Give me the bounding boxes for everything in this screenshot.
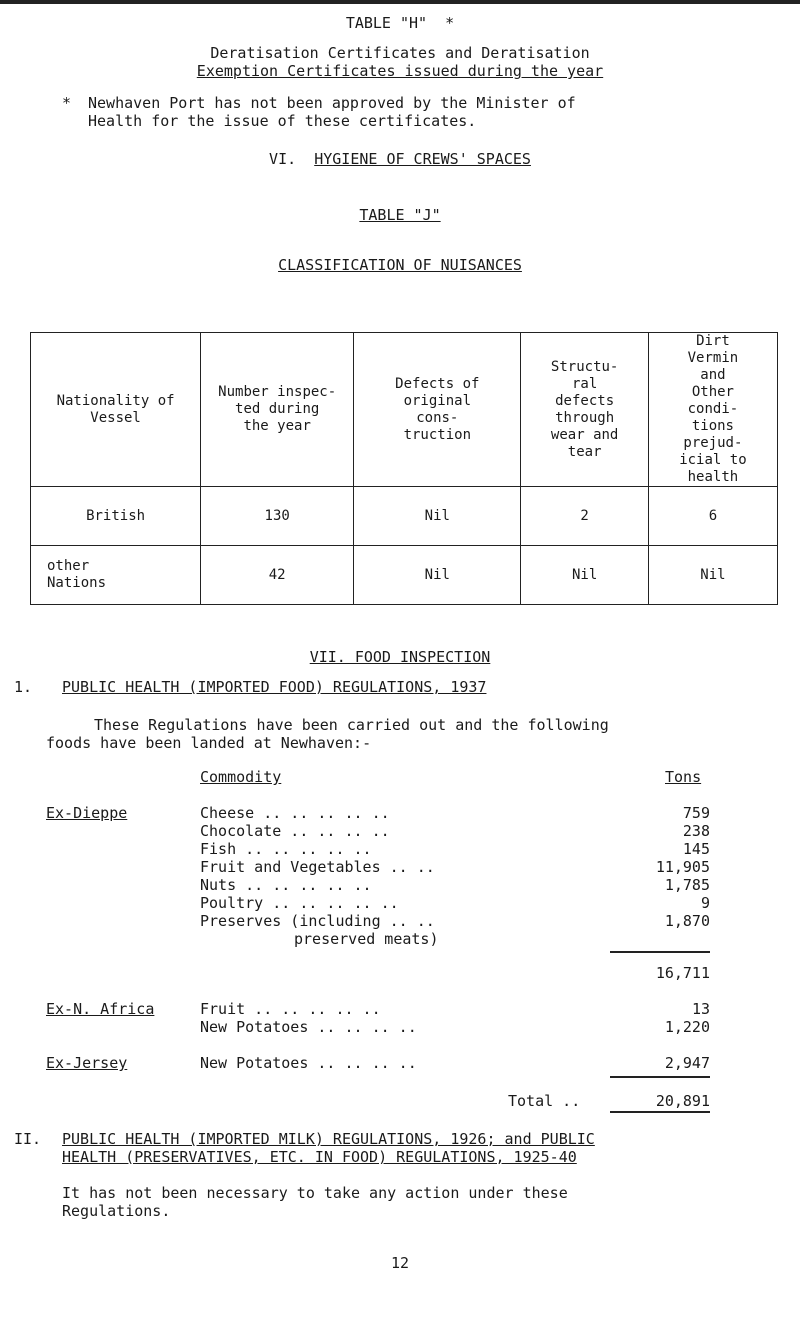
item2-number: II. (14, 1130, 42, 1148)
commodity-item: Chocolate .. .. .. .. (200, 822, 390, 840)
hdr-text: Nationality of (56, 392, 175, 409)
hdr-text: and (700, 367, 726, 383)
cell-dirt: Nil (648, 546, 777, 605)
cell-nationality: British (31, 487, 201, 546)
hdr-text: tions (691, 418, 734, 434)
item1-number: 1. (14, 678, 33, 696)
col-commodity: Commodity (200, 768, 282, 786)
table-j-title: TABLE "J" (359, 206, 441, 224)
tons-value: 238 (682, 822, 710, 840)
table-j-subtitle: CLASSIFICATION OF NUISANCES (278, 256, 522, 274)
item2-title-line2: HEALTH (PRESERVATIVES, ETC. IN FOOD) REGULATIONS, 1925-40 (62, 1148, 577, 1166)
tons-value: 1,870 (664, 912, 710, 930)
section-vi-heading (0, 150, 800, 168)
port-ex-dieppe: Ex-Dieppe (46, 804, 128, 822)
total-label: Total .. (508, 1092, 581, 1110)
section-vi-title: HYGIENE OF CREWS' SPACES (314, 150, 531, 168)
section-vii-heading (0, 648, 800, 666)
cell-original: Nil (354, 487, 521, 546)
hdr-text: ted during (235, 401, 320, 417)
table-row (31, 487, 778, 546)
commodity-item: Fish .. .. .. .. .. (200, 840, 372, 858)
commodity-item: New Potatoes .. .. .. .. (200, 1054, 417, 1072)
table-h-title-text: TABLE "H" (345, 14, 428, 32)
hdr-text: original (403, 392, 472, 409)
tons-value: 11,905 (655, 858, 710, 876)
top-rule (0, 0, 800, 4)
item2-para-line2: Regulations. (62, 1202, 171, 1220)
col-tons: Tons (665, 768, 702, 786)
item1-title: PUBLIC HEALTH (IMPORTED FOOD) REGULATIONS, 1937 (62, 678, 487, 696)
nuisances-table (30, 332, 778, 605)
total-double-rule (610, 1111, 710, 1113)
cell-dirt: 6 (648, 487, 777, 546)
commodity-continuation: preserved meats) (294, 930, 439, 948)
table-row (31, 546, 778, 605)
tons-value: 9 (700, 894, 710, 912)
hdr-text: the year (243, 418, 311, 434)
hdr-text: Structu- (550, 358, 619, 375)
header-dirt-vermin (648, 333, 777, 487)
commodity-item: Poultry .. .. .. .. .. (200, 894, 399, 912)
hdr-text: condi- (687, 401, 739, 417)
commodity-item: Fruit and Vegetables .. .. (200, 858, 435, 876)
item2-para-line1: It has not been necessary to take any action under these (62, 1184, 568, 1202)
commodity-item: Fruit .. .. .. .. .. (200, 1000, 381, 1018)
hdr-text: tear (567, 443, 602, 460)
total-rule (610, 1076, 710, 1078)
tons-value: 1,785 (664, 876, 710, 894)
section-vi-number: VI. (269, 150, 297, 168)
commodity-item: Preserves (including .. .. (200, 912, 435, 930)
tons-value: 759 (682, 804, 710, 822)
hdr-text: icial to (679, 452, 747, 468)
hdr-text: Vermin (687, 350, 739, 366)
header-original-construction (354, 333, 521, 487)
commodity-item: Cheese .. .. .. .. .. (200, 804, 390, 822)
port-ex-jersey: Ex-Jersey (46, 1054, 128, 1072)
hdr-text: truction (403, 426, 472, 443)
tons-value: 145 (682, 840, 710, 858)
cert-title-line1: Deratisation Certificates and Deratisation (210, 44, 590, 62)
cell-original: Nil (354, 546, 521, 605)
subtotal-rule (610, 951, 710, 953)
hdr-text: Defects of (395, 375, 480, 392)
nuisances-header-row (31, 333, 778, 487)
hdr-text: Other (691, 384, 734, 400)
section-vii-title: VII. FOOD INSPECTION (309, 648, 491, 666)
table-h-mark: * (445, 14, 455, 32)
note-line2: Health for the issue of these certificates. (88, 112, 477, 130)
nationality-line: other (47, 558, 90, 574)
subtotal-value: 16,711 (655, 964, 710, 982)
note-mark: * (62, 94, 72, 112)
hdr-text: Dirt (696, 333, 730, 349)
header-nationality (31, 333, 201, 487)
cert-title-line2: Exemption Certificates issued during the year (196, 62, 604, 80)
table-h-title (0, 14, 800, 32)
cell-inspected: 130 (201, 487, 354, 546)
item2-title-line1: PUBLIC HEALTH (IMPORTED MILK) REGULATIONS, 1926; and PUBLIC (62, 1130, 595, 1148)
hdr-text: defects (555, 392, 615, 409)
hdr-text: cons- (416, 409, 459, 426)
cell-structural: Nil (521, 546, 648, 605)
nationality-line: Nations (47, 575, 107, 591)
commodity-item: New Potatoes .. .. .. .. (200, 1018, 417, 1036)
hdr-text: health (687, 469, 739, 485)
hdr-text: Vessel (90, 409, 141, 426)
page-number: 12 (390, 1254, 410, 1272)
note-line1: Newhaven Port has not been approved by the Minister of (88, 94, 576, 112)
hdr-text: ral (571, 375, 598, 392)
tons-value: 1,220 (664, 1018, 710, 1036)
tons-value: 2,947 (664, 1054, 710, 1072)
hdr-text: wear and (550, 426, 619, 443)
cell-nationality (31, 546, 201, 605)
tons-value: 13 (691, 1000, 710, 1018)
para-line1: These Regulations have been carried out and the following (94, 716, 609, 734)
hdr-text: through (555, 409, 615, 426)
cell-inspected: 42 (201, 546, 354, 605)
commodity-item: Nuts .. .. .. .. .. (200, 876, 372, 894)
header-structural-defects (521, 333, 648, 487)
para-line2: foods have been landed at Newhaven:- (46, 734, 372, 752)
port-ex-n-africa: Ex-N. Africa (46, 1000, 155, 1018)
cell-structural: 2 (521, 487, 648, 546)
total-value: 20,891 (655, 1092, 710, 1110)
hdr-text: Number inspec- (218, 384, 337, 400)
header-inspected (201, 333, 354, 487)
hdr-text: prejud- (683, 435, 743, 451)
